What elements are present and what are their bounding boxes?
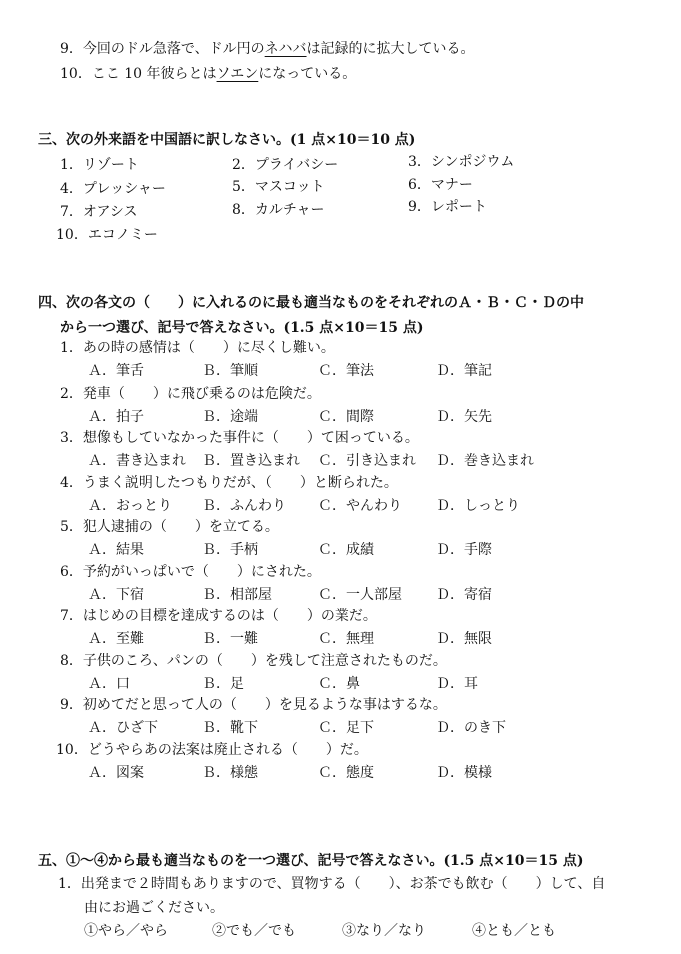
sec4-question-4: 4．うまく説明したつもりだが、（ ）と断られた。 bbox=[60, 475, 398, 491]
sec4-q3-option-d: Ｄ．巻き込まれ bbox=[436, 453, 534, 469]
sec4-question-10: 10．どうやらあの法案は廃止される（ ）だ。 bbox=[56, 742, 368, 758]
sec4-q5-option-c: Ｃ．成績 bbox=[318, 542, 374, 558]
top-q10 bbox=[60, 63, 356, 83]
sec3-item-1: 1．リゾート bbox=[60, 157, 139, 173]
q10-underlined: ソエン bbox=[216, 66, 259, 82]
sec4-q6-option-a: Ａ．下宿 bbox=[88, 587, 144, 603]
sec4-q9-option-c: Ｃ．足下 bbox=[318, 720, 374, 736]
section-4-header-line2: から一つ選び、記号で答えなさい。(1.5 点×10＝15 点) bbox=[60, 320, 424, 336]
sec4-q3-option-b: Ｂ．置き込まれ bbox=[202, 453, 300, 469]
sec4-q10-option-a: Ａ．図案 bbox=[88, 765, 144, 781]
sec4-q1-option-a: Ａ．筆舌 bbox=[88, 363, 144, 379]
sec3-item-7: 7．オアシス bbox=[60, 204, 138, 220]
sec4-q5-option-a: Ａ．結果 bbox=[88, 542, 144, 558]
sec4-question-1: 1．あの時の感情は（ ）に尽くし難い。 bbox=[60, 340, 335, 356]
sec4-q5-option-d: Ｄ．手際 bbox=[436, 542, 492, 558]
sec4-q7-option-b: Ｂ．一難 bbox=[202, 631, 258, 647]
sec5-option-3: ③なり／なり bbox=[342, 923, 426, 939]
section-5-header: 五、①～④から最も適当なものを一つ選び、記号で答えなさい。(1.5 点×10＝15 点) bbox=[38, 853, 584, 869]
sec3-item-3: 3．シンポジウム bbox=[408, 154, 515, 170]
sec4-q8-option-a: Ａ．口 bbox=[88, 676, 130, 692]
sec5-q1-line2: 由にお過ごください。 bbox=[84, 900, 224, 916]
sec4-question-5: 5．犯人逮捕の（ ）を立てる。 bbox=[60, 519, 279, 535]
sec4-q8-option-c: Ｃ．鼻 bbox=[318, 676, 360, 692]
sec4-q1-option-c: Ｃ．筆法 bbox=[318, 363, 374, 379]
q10-number: 10． bbox=[60, 66, 92, 82]
sec4-q9-option-d: Ｄ．のき下 bbox=[436, 720, 506, 736]
sec4-q9-option-a: Ａ．ひざ下 bbox=[88, 720, 158, 736]
q9-post: は記録的に拡大している。 bbox=[306, 41, 475, 57]
sec4-question-7: 7．はじめの目標を達成するのは（ ）の業だ。 bbox=[60, 608, 377, 624]
sec4-q7-option-a: Ａ．至難 bbox=[88, 631, 144, 647]
sec5-option-2: ②でも／でも bbox=[212, 923, 296, 939]
sec3-item-5: 5．マスコット bbox=[232, 179, 325, 195]
sec4-q6-option-d: Ｄ．寄宿 bbox=[436, 587, 492, 603]
sec3-item-8: 8．カルチャー bbox=[232, 202, 325, 218]
sec4-q1-option-b: Ｂ．筆順 bbox=[202, 363, 258, 379]
sec5-option-4: ④とも／とも bbox=[472, 923, 556, 939]
sec4-q8-option-d: Ｄ．耳 bbox=[436, 676, 478, 692]
sec4-q6-option-c: Ｃ．一人部屋 bbox=[318, 587, 402, 603]
sec4-q6-option-b: Ｂ．相部屋 bbox=[202, 587, 272, 603]
q9-underlined: ネハバ bbox=[264, 41, 307, 57]
sec4-q5-option-b: Ｂ．手柄 bbox=[202, 542, 258, 558]
sec4-q4-option-b: Ｂ．ふんわり bbox=[202, 498, 286, 514]
sec4-question-8: 8．子供のころ、パンの（ ）を残して注意されたものだ。 bbox=[60, 653, 447, 669]
sec4-q1-option-d: Ｄ．筆記 bbox=[436, 363, 492, 379]
sec4-q2-option-d: Ｄ．矢先 bbox=[436, 409, 492, 425]
top-q9 bbox=[60, 38, 475, 58]
sec4-question-9: 9．初めてだと思って人の（ ）を見るような事はするな。 bbox=[60, 697, 447, 713]
sec4-q4-option-c: Ｃ．やんわり bbox=[318, 498, 402, 514]
sec3-item-4: 4．プレッシャー bbox=[60, 181, 166, 197]
sec4-q4-option-a: Ａ．おっとり bbox=[88, 498, 172, 514]
sec4-q2-option-b: Ｂ．途端 bbox=[202, 409, 258, 425]
sec3-item-10: 10．エコノミー bbox=[56, 227, 158, 243]
section-3-header: 三、次の外来語を中国語に訳しなさい。(1 点×10＝10 点) bbox=[38, 132, 416, 148]
sec3-item-9: 9．レポート bbox=[408, 199, 487, 215]
sec4-q4-option-d: Ｄ．しっとり bbox=[436, 498, 520, 514]
sec4-q10-option-d: Ｄ．模様 bbox=[436, 765, 492, 781]
sec4-q10-option-c: Ｃ．態度 bbox=[318, 765, 374, 781]
sec4-q9-option-b: Ｂ．靴下 bbox=[202, 720, 258, 736]
sec4-q8-option-b: Ｂ．足 bbox=[202, 676, 244, 692]
sec5-q1-line1: 1．出発まで２時間もありますので、買物する（ ）、お茶でも飲む（ ）して、自 bbox=[58, 876, 606, 892]
q10-pre: ここ 10 年彼らとは bbox=[91, 66, 217, 82]
sec4-q3-option-c: Ｃ．引き込まれ bbox=[318, 453, 416, 469]
sec4-question-3: 3．想像もしていなかった事件に（ ）て困っている。 bbox=[60, 430, 419, 446]
section-4-header-line1: 四、次の各文の（ ）に入れるのに最も適当なものをそれぞれのＡ・Ｂ・Ｃ・Ｄの中 bbox=[38, 295, 584, 311]
sec3-item-2: 2．プライバシー bbox=[232, 157, 339, 173]
sec3-item-6: 6．マナー bbox=[408, 177, 473, 193]
sec4-q10-option-b: Ｂ．様態 bbox=[202, 765, 258, 781]
sec5-option-1: ①やら／やら bbox=[84, 923, 168, 939]
sec4-q7-option-d: Ｄ．無限 bbox=[436, 631, 492, 647]
sec4-q3-option-a: Ａ．書き込まれ bbox=[88, 453, 186, 469]
q10-post: になっている。 bbox=[258, 66, 357, 82]
sec4-q7-option-c: Ｃ．無理 bbox=[318, 631, 374, 647]
sec4-q2-option-c: Ｃ．間際 bbox=[318, 409, 374, 425]
q9-number: 9． bbox=[60, 41, 83, 57]
sec4-question-2: 2．発車（ ）に飛び乗るのは危険だ。 bbox=[60, 386, 321, 402]
sec4-q2-option-a: Ａ．拍子 bbox=[88, 409, 144, 425]
sec4-question-6: 6．予約がいっぱいで（ ）にされた。 bbox=[60, 564, 321, 580]
q9-pre: 今回のドル急落で、ドル円の bbox=[82, 41, 265, 57]
